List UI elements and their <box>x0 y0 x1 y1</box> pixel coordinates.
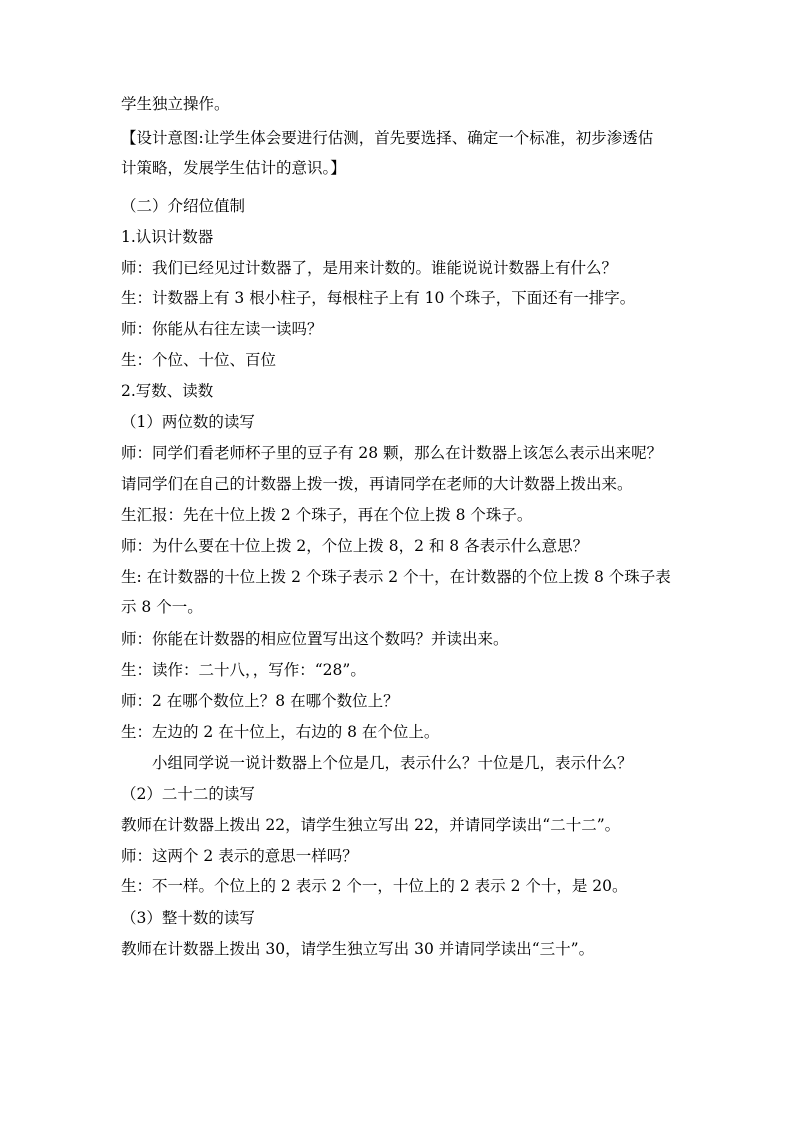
dialogue-line: 师：这两个 2 表示的意思一样吗？ <box>121 847 358 865</box>
section-heading: （二）介绍位值制 <box>121 197 246 215</box>
dialogue-line: 教师在计数器上拨出 30，请学生独立写出 30 并请同学读出“三十”。 <box>121 940 595 958</box>
dialogue-line: 生：左边的 2 在十位上，右边的 8 在个位上。 <box>121 723 440 741</box>
dialogue-line: 生：计数器上有 3 根小柱子，每根柱子上有 10 个珠子，下面还有一排字。 <box>121 289 636 307</box>
dialogue-line: 师：2 在哪个数位上？8 在哪个数位上？ <box>121 692 399 710</box>
dialogue-line: 生：个位、十位、百位 <box>121 351 277 369</box>
dialogue-line: 生汇报：先在十位上拨 2 个珠子，再在个位上拨 8 个珠子。 <box>121 506 533 524</box>
dialogue-line: 师：为什么要在十位上拨 2，个位上拨 8，2 和 8 各表示什么意思？ <box>121 537 589 555</box>
subsection-heading: 1.认识计数器 <box>121 228 214 246</box>
indented-line: 小组同学说一说计数器上个位是几，表示什么？十位是几，表示什么？ <box>152 754 633 772</box>
dialogue-line: 示 8 个一。 <box>121 598 203 616</box>
design-intent-line <box>121 128 681 148</box>
dialogue-line: 师：我们已经见过计数器了，是用来计数的。谁能说说计数器上有什么？ <box>121 259 618 277</box>
dialogue-line: 生：不一样。个位上的 2 表示 2 个一，十位上的 2 表示 2 个十，是 20。 <box>121 877 628 895</box>
dialogue-line: 请同学们在自己的计数器上拨一拨，再请同学在老师的大计数器上拨出来。 <box>121 475 633 493</box>
subsection-heading: （1）两位数的读写 <box>121 413 255 431</box>
dialogue-line: 师：你能从右往左读一读吗？ <box>121 320 323 338</box>
design-intent-text: 【设计意图:让学生体会要进行估测，首先要选择、确定一个标准，初步渗透估 <box>121 129 654 147</box>
dialogue-line: 生：读作：二十八，，写作：“28”。 <box>121 661 366 679</box>
subsection-heading: （3）整十数的读写 <box>121 909 255 927</box>
dialogue-line: 生: 在计数器的十位上拨 2 个珠子表示 2 个十，在计数器的个位上拨 8 个珠子表 <box>121 568 671 586</box>
dialogue-line: 师：你能在计数器的相应位置写出这个数吗？并读出来。 <box>121 630 509 648</box>
dialogue-line: 师：同学们看老师杯子里的豆子有 28 颗，那么在计数器上该怎么表示出来呢？ <box>121 444 663 462</box>
subsection-heading: 2.写数、读数 <box>121 382 214 400</box>
subsection-heading: （2）二十二的读写 <box>121 785 255 803</box>
dialogue-line: 教师在计数器上拨出 22，请学生独立写出 22，并请同学读出“二十二”。 <box>121 816 621 834</box>
design-intent-line: 计策略，发展学生估计的意识。】 <box>121 159 346 177</box>
text-line: 学生独立操作。 <box>121 95 230 113</box>
